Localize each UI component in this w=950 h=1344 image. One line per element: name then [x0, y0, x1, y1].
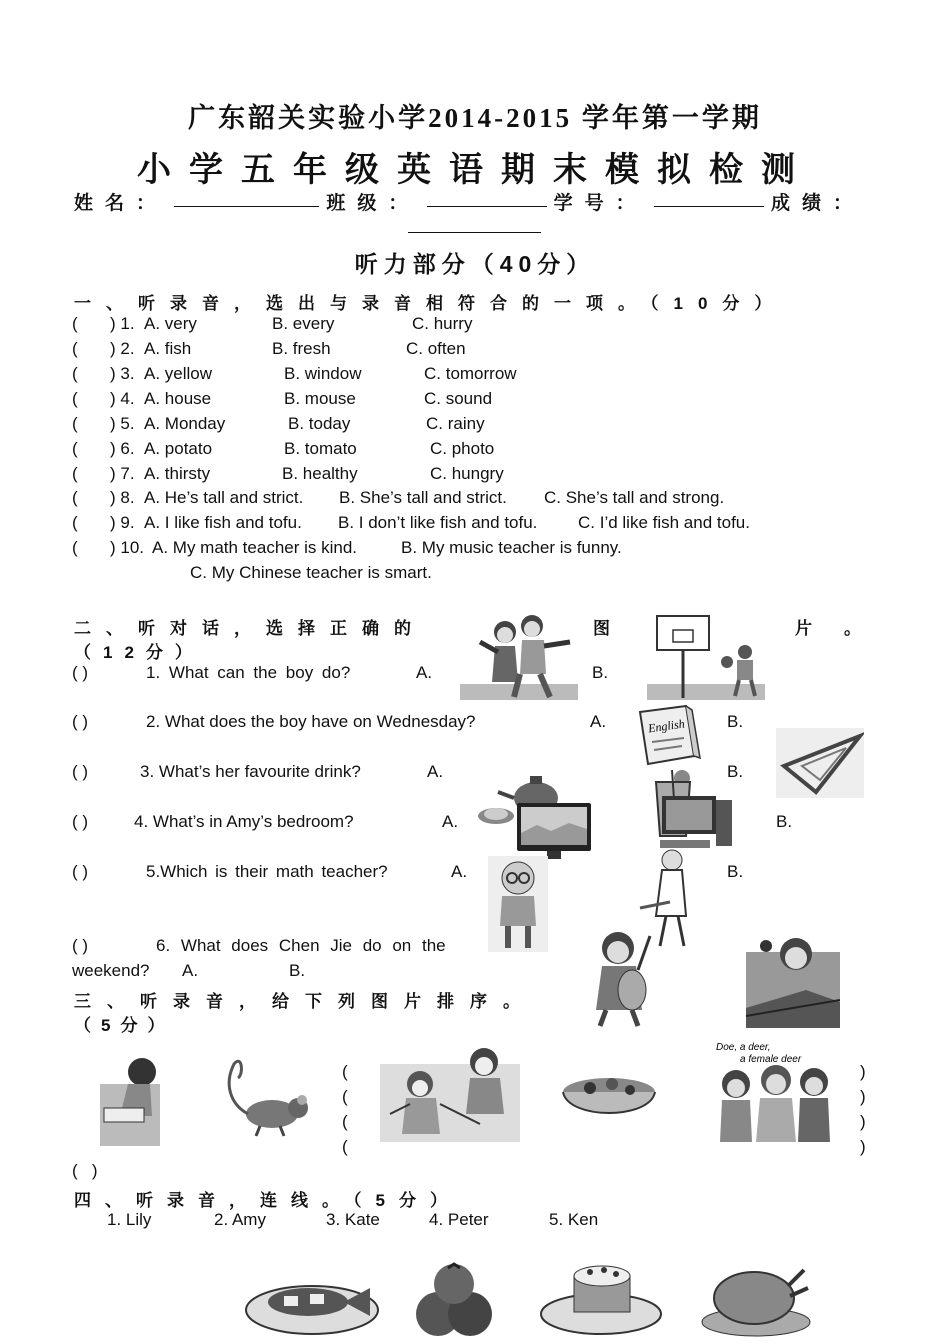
part1-item-4-option-b: B. mouse	[284, 389, 356, 408]
fish-dish-image	[244, 1264, 380, 1340]
part2-q5-paren[interactable]: ( )	[72, 862, 89, 881]
part2-q2-text: 2. What does the boy have on Wednesday?	[146, 712, 476, 731]
part1-item-3-option-b: B. window	[284, 364, 362, 383]
part3-close-paren-1[interactable]: )	[860, 1062, 866, 1081]
television-image	[517, 803, 591, 859]
part1-item-1-option-a: A. very	[144, 314, 197, 333]
english-book-image	[636, 704, 708, 766]
part1-item-8-option-a: A. He’s tall and strict.	[144, 488, 304, 507]
part1-item-6-num: ) 6.	[110, 439, 135, 458]
part1-item-5-num: ) 5.	[110, 414, 135, 433]
part1-item-5-option-a: A. Monday	[144, 414, 226, 433]
part1-item-10-option-b: B. My music teacher is funny.	[401, 538, 622, 557]
computer-image	[658, 796, 734, 852]
part1-item-3-option-c: C. tomorrow	[424, 364, 517, 383]
part1-item-9-paren[interactable]: (	[72, 513, 78, 532]
part1-item-1-num: ) 1.	[110, 314, 135, 333]
number-label: 学号：	[553, 193, 647, 214]
part2-q2-b: B.	[727, 712, 744, 731]
cake-image	[540, 1258, 662, 1336]
part3-close-paren-3[interactable]: )	[860, 1112, 866, 1131]
part1-item-6-option-c: C. photo	[430, 439, 495, 458]
part4-title: 四、听录音，连线。（5分）	[74, 1191, 461, 1210]
part1-item-6-paren[interactable]: (	[72, 439, 78, 458]
part1-item-10-num: ) 10.	[110, 538, 145, 557]
part1-item-9-option-b: B. I don’t like fish and tofu.	[338, 513, 538, 532]
part1-item-1-option-b: B. every	[272, 314, 335, 333]
part2-q1-a: A.	[416, 663, 433, 682]
part3-open-paren-3[interactable]: (	[342, 1112, 348, 1131]
part2-q6-text2: weekend?	[72, 961, 150, 980]
class-blank[interactable]	[427, 188, 547, 207]
student-info-row	[74, 188, 864, 215]
triangle-ruler-image	[776, 728, 864, 798]
part2-q5-text: 5.Which is their math teacher?	[146, 862, 388, 881]
part1-item-5-paren[interactable]: (	[72, 414, 78, 433]
part2-q1-paren[interactable]: ( )	[72, 663, 89, 682]
part1-item-4-num: ) 4.	[110, 389, 135, 408]
part2-q2-paren[interactable]: ( )	[72, 712, 89, 731]
drawing-children-image	[380, 1044, 520, 1142]
part1-title: 一、听录音，选出与录音相符合的一项。（10分）	[74, 294, 787, 313]
part1-item-2-option-c: C. often	[406, 339, 466, 358]
part1-item-10-option-c: C. My Chinese teacher is smart.	[190, 563, 432, 582]
kung-fu-boys-image	[460, 612, 578, 700]
part3-last-paren[interactable]: ( )	[72, 1161, 98, 1180]
part2-q1-text: 1. What can the boy do?	[146, 663, 351, 682]
part1-item-8-option-c: C. She’s tall and strong.	[544, 488, 725, 507]
class-label: 班级：	[326, 193, 420, 214]
part4-name-1: 1. Lily	[107, 1210, 152, 1229]
school-line: 广东韶关实验小学2014-2015 学年第一学期	[188, 103, 762, 133]
math-teacher-a-image	[488, 856, 548, 952]
part1-item-2-option-a: A. fish	[144, 339, 192, 358]
part1-item-2-num: ) 2.	[110, 339, 135, 358]
part2-q4-a: A.	[442, 812, 459, 831]
exam-title: 小学五年级英语期末模拟检测	[137, 151, 813, 189]
part1-item-6-option-a: A. potato	[144, 439, 213, 458]
score-blank[interactable]	[408, 214, 541, 233]
part2-q6-paren[interactable]: ( )	[72, 936, 89, 955]
part2-q4-paren[interactable]: ( )	[72, 812, 89, 831]
part1-item-9-option-c: C. I’d like fish and tofu.	[578, 513, 750, 532]
part1-item-2-paren[interactable]: (	[72, 339, 78, 358]
part2-title-c: 片。	[795, 619, 893, 638]
part2-title-b: 图	[593, 619, 625, 638]
roast-chicken-image	[700, 1256, 812, 1338]
part2-q5-b: B.	[727, 862, 744, 881]
part4-name-3: 3. Kate	[326, 1210, 380, 1229]
part2-q1-b: B.	[592, 663, 609, 682]
part1-item-8-option-b: B. She’s tall and strict.	[339, 488, 507, 507]
part4-name-4: 4. Peter	[429, 1210, 489, 1229]
part1-item-4-option-c: C. sound	[424, 389, 493, 408]
part1-item-9-option-a: A. I like fish and tofu.	[144, 513, 302, 532]
part1-item-5-option-b: B. today	[288, 414, 351, 433]
part3-score: （5分）	[74, 1016, 175, 1035]
part1-item-10-option-a: A. My math teacher is kind.	[152, 538, 358, 557]
part2-score: （12分）	[74, 643, 204, 662]
part3-open-paren-2[interactable]: (	[342, 1087, 348, 1106]
part2-q3-b: B.	[727, 762, 744, 781]
part2-q6-text: 6. What does Chen Jie do on the	[156, 936, 446, 955]
part3-close-paren-2[interactable]: )	[860, 1087, 866, 1106]
singing-children-image	[700, 1036, 846, 1144]
part1-item-6-option-b: B. tomato	[284, 439, 357, 458]
basketball-boy-image	[647, 612, 765, 700]
part1-item-1-paren[interactable]: (	[72, 314, 78, 333]
part1-item-4-paren[interactable]: (	[72, 389, 78, 408]
part1-item-2-option-b: B. fresh	[272, 339, 331, 358]
part1-item-3-option-a: A. yellow	[144, 364, 213, 383]
score-label: 成绩：	[770, 193, 864, 214]
part1-item-3-num: ) 3.	[110, 364, 135, 383]
part1-item-8-paren[interactable]: (	[72, 488, 78, 507]
part1-item-7-option-a: A. thirsty	[144, 464, 211, 483]
part1-item-7-option-b: B. healthy	[282, 464, 358, 483]
song-text-2: a female deer	[740, 1054, 802, 1065]
mouse-image	[220, 1054, 312, 1140]
part4-name-5: 5. Ken	[549, 1210, 599, 1229]
washing-hands-image	[100, 1054, 160, 1146]
part1-item-3-paren[interactable]: (	[72, 364, 78, 383]
part2-q4-b: B.	[776, 812, 793, 831]
part1-item-9-num: ) 9.	[110, 513, 135, 532]
part3-title: 三、听录音，给下列图片排序。	[74, 992, 536, 1011]
part2-q3-paren[interactable]: ( )	[72, 762, 89, 781]
part1-item-7-option-c: C. hungry	[430, 464, 504, 483]
number-blank[interactable]	[654, 188, 764, 207]
part3-close-paren-4[interactable]: )	[860, 1137, 866, 1156]
name-label: 姓名：	[74, 193, 168, 214]
part3-open-paren-1[interactable]: (	[342, 1062, 348, 1081]
part2-q2-a: A.	[590, 712, 607, 731]
part1-item-10-paren[interactable]: (	[72, 538, 78, 557]
part3-open-paren-4[interactable]: (	[342, 1137, 348, 1156]
part2-q3-a: A.	[427, 762, 444, 781]
part2-q6-b: B.	[289, 961, 306, 980]
part2-q5-a: A.	[451, 862, 468, 881]
salad-bowl-image	[560, 1070, 658, 1126]
listening-title: 听力部分（40分）	[354, 251, 596, 277]
song-text-1: Doe, a deer,	[716, 1042, 771, 1053]
part1-item-4-option-a: A. house	[144, 389, 212, 408]
ping-pong-girl-image	[746, 930, 840, 1028]
name-blank[interactable]	[174, 188, 319, 207]
part1-item-1-option-c: C. hurry	[412, 314, 473, 333]
part2-q3-text: 3. What’s her favourite drink?	[140, 762, 361, 781]
tomatoes-image	[408, 1262, 500, 1338]
part2-q4-text: 4. What’s in Amy’s bedroom?	[134, 812, 354, 831]
part2-q6-a: A.	[182, 961, 199, 980]
part4-name-2: 2. Amy	[214, 1210, 266, 1229]
english-book-label: English	[647, 716, 686, 736]
part1-item-8-num: ) 8.	[110, 488, 135, 507]
part2-title-a: 二、听对话，选择正确的	[74, 619, 426, 638]
part1-item-7-num: ) 7.	[110, 464, 135, 483]
part1-item-7-paren[interactable]: (	[72, 464, 78, 483]
pipa-girl-image	[592, 930, 660, 1028]
part1-item-5-option-c: C. rainy	[426, 414, 485, 433]
